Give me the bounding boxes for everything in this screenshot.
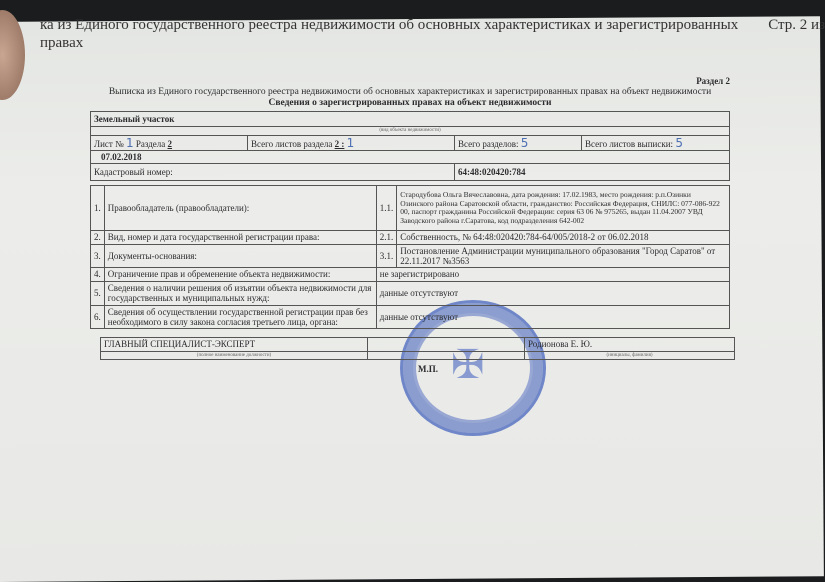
cadastral-label: Кадастровый номер: [91,164,455,181]
sheet-value: 1 [125,135,134,150]
row-label: Вид, номер и дата государственной регистрации права: [104,231,376,244]
row-subnumber: 2.1. [376,231,397,244]
document-date: 07.02.2018 [91,151,730,164]
page-header [40,16,825,52]
row-subnumber: 1.1. [376,186,397,231]
document-subtitle: Сведения о зарегистрированных правах на объект недвижимости [268,98,552,108]
row-number: 4. [91,268,105,281]
section-of-value: 2 [167,138,173,149]
rights-table [90,185,730,329]
sheets-in-section-label: Всего листов раздела [251,138,333,149]
signature-cell [368,338,525,351]
sheets-total-cell [582,135,730,150]
mp-label: М.П. [418,364,438,375]
page-number: Стр. 2 из [768,17,825,33]
row-subnumber: 3.1. [376,244,397,268]
cadastral-value: 64:48:020420:784 [455,164,730,181]
sheets-total-value: 5 [675,135,683,150]
sections-total-value: 5 [520,135,529,150]
sheets-in-section-value: 1 [346,135,355,150]
signer-name: Родионова Е. Ю. [525,338,735,351]
row-label: Сведения о наличии решения об изъятии объекта недвижимости для государственных и муниципальных нужд: [104,281,376,305]
table-row [91,281,730,305]
signature-caption-cell [368,351,525,360]
row-label: Сведения об осуществлении государственной регистрации прав без необходимого в силу закона согласия третьего лица, органа: [104,305,376,329]
sheet-label: Лист № [94,138,124,149]
sections-total-cell [455,135,582,150]
page-header-title: ка из Единого государственного реестра недвижимости об основных характеристиках и зарегистрированных правах [40,17,739,51]
coat-of-arms-icon: ✠ [451,342,485,387]
section-of-label: Раздела [135,138,166,149]
document-title: Выписка из Единого государственного реестра недвижимости об основных характеристиках и зарегистрированных правах на объект недвижимости [108,87,712,97]
row-label: Правообладатель (правообладатели): [104,186,376,231]
row-label: Документы-основания: [104,244,376,268]
table-row [91,244,730,268]
table-row [91,231,730,244]
table-row [91,186,730,231]
row-value: Постановление Администрации муниципального образования "Город Саратов" от 22.11.2017 №3563 [397,244,730,268]
row-number: 3. [91,244,105,268]
row-value: данные отсутствуют [376,305,729,329]
row-number: 2. [91,231,105,244]
sheets-total-label: Всего листов выписки: [585,138,674,149]
sections-total-label: Всего разделов: [458,138,519,149]
sheets-in-section-cell [248,135,455,150]
name-caption: (инициалы, фамилия) [525,351,735,360]
row-value: Собственность, № 64:48:020420:784-64/005/2018-2 от 06.02.2018 [397,231,730,244]
sheet-number-cell [91,135,248,150]
row-number: 1. [91,186,105,231]
object-caption: (вид объекта недвижимости) [91,127,730,136]
document-content [90,76,730,374]
object-info-table [90,111,730,181]
object-type: Земельный участок [91,112,730,127]
signer-position: ГЛАВНЫЙ СПЕЦИАЛИСТ-ЭКСПЕРТ [101,338,368,351]
row-value: не зарегистрировано [376,268,729,281]
row-value: Стародубова Ольга Вячеславовна, дата рождения: 17.02.1983, место рождения: р.п.Озинки Озинского района Саратовской области, гражданство: Российская Федерация, СНИЛС: 077-086-922 00, паспорт гражданина Российской Федерации: серия 63 06 № 975265, выдан 11.04.2007 УВД Заводского района г.Саратова, код подразделения 642-002 [397,186,730,231]
row-number: 6. [91,305,105,329]
table-row [91,305,730,329]
section-label: Раздел 2 [696,76,730,86]
signature-table [100,337,735,360]
table-row [91,268,730,281]
row-label: Ограничение прав и обременение объекта недвижимости: [104,268,376,281]
position-caption: (полное наименование должности) [101,351,368,360]
row-value: данные отсутствуют [376,281,729,305]
sheets-in-section-sec: 2 : [334,138,345,149]
row-number: 5. [91,281,105,305]
